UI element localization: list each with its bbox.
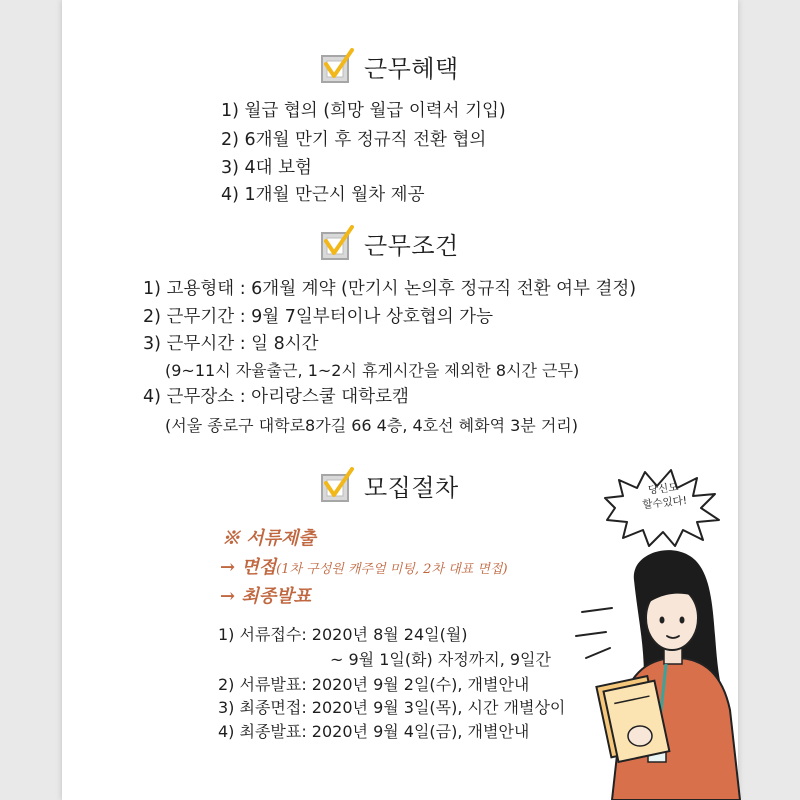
schedule-item: 2) 서류발표: 2020년 9월 2일(수), 개별안내 bbox=[218, 675, 530, 694]
checkbox-check-icon bbox=[320, 225, 354, 261]
schedule-item: 3) 최종면접: 2020년 9월 3일(목), 시간 개별상이 bbox=[218, 698, 566, 717]
checkbox-check-icon bbox=[320, 48, 354, 84]
interview-note: (1차 구성원 캐주얼 미팅, 2차 대표 면접) bbox=[276, 562, 508, 577]
benefit-item: 2) 6개월 만기 후 정규직 전환 협의 bbox=[221, 130, 487, 150]
benefits-header bbox=[320, 48, 459, 84]
condition-detail: (9~11시 자율출근, 1~2시 휴게시간을 제외한 8시간 근무) bbox=[165, 361, 580, 380]
schedule-item: 1) 서류접수: 2020년 8월 24일(월) bbox=[218, 625, 468, 644]
process-header bbox=[320, 467, 459, 503]
condition-item: 3) 근무시간 : 일 8시간 bbox=[143, 334, 319, 354]
condition-item: 1) 고용형태 : 6개월 계약 (만기시 논의후 정규직 전환 여부 결정) bbox=[143, 279, 637, 299]
woman-holding-documents-illustration bbox=[572, 540, 772, 800]
schedule-item: 4) 최종발표: 2020년 9월 4일(금), 개별안내 bbox=[218, 722, 530, 741]
speech-bubble-text: 당신도 할수있다! bbox=[641, 481, 688, 512]
benefits-title: 근무혜택 bbox=[364, 54, 459, 83]
condition-detail: (서울 종로구 대학로8가길 66 4층, 4호선 혜화역 3분 거리) bbox=[165, 416, 579, 435]
conditions-header bbox=[320, 225, 459, 261]
process-step-final: → 최종발표 bbox=[220, 586, 311, 607]
condition-item: 2) 근무기간 : 9월 7일부터이나 상호협의 가능 bbox=[143, 307, 493, 327]
interview-label: → 면접 bbox=[220, 557, 277, 578]
process-title: 모집절차 bbox=[364, 473, 459, 502]
process-step-documents: ※ 서류제출 bbox=[222, 528, 316, 549]
conditions-title: 근무조건 bbox=[364, 231, 459, 260]
condition-item: 4) 근무장소 : 아리랑스쿨 대학로캠 bbox=[143, 387, 409, 407]
benefit-item: 4) 1개월 만근시 월차 제공 bbox=[221, 185, 425, 205]
benefit-item: 1) 월급 협의 (희망 월급 이력서 기입) bbox=[221, 101, 506, 121]
process-step-interview bbox=[220, 553, 508, 579]
schedule-item-detail: ~ 9월 1일(화) 자정까지, 9일간 bbox=[330, 650, 551, 669]
benefit-item: 3) 4대 보험 bbox=[221, 158, 312, 178]
checkbox-check-icon bbox=[320, 467, 354, 503]
